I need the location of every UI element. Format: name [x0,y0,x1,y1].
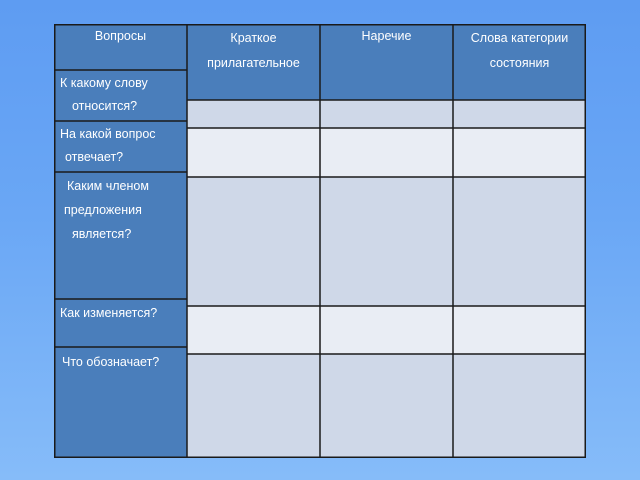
row-header-related-word [60,72,187,118]
header-short-adjective-label-line1: Краткое [230,31,277,45]
row-header-question [60,123,187,169]
row-header-sentence-member-line2: предложения [64,203,142,217]
row-header-sentence-member-line3: является? [72,227,132,241]
row-header-related-word-line1: К какому слову [60,76,148,90]
row-header-question-line1: На какой вопрос [60,127,156,141]
header-short-adjective-label-line2: прилагательное [207,56,300,70]
row-header-changes [60,302,187,325]
row-header-meaning [60,351,187,374]
header-short-adjective-label [187,26,320,76]
header-state-words-label-line1: Слова категории [470,31,569,45]
row-header-question-line2: отвечает? [65,150,124,164]
header-adverb-label [320,26,453,46]
header-questions-label [54,26,187,46]
header-state-words-label [453,26,586,76]
row-header-sentence-member-line1: Каким членом [67,179,149,193]
row-header-related-word-line2: относится? [72,99,138,113]
row-header-meaning-line1: Что обозначает? [62,355,160,369]
row-header-changes-line1: Как изменяется? [60,306,158,320]
header-questions-label-text: Вопросы [94,29,147,43]
table-layout [54,24,586,458]
row-header-sentence-member [60,174,187,246]
header-state-words-label-line2: состояния [489,56,550,70]
header-adverb-label-text: Наречие [361,29,412,43]
